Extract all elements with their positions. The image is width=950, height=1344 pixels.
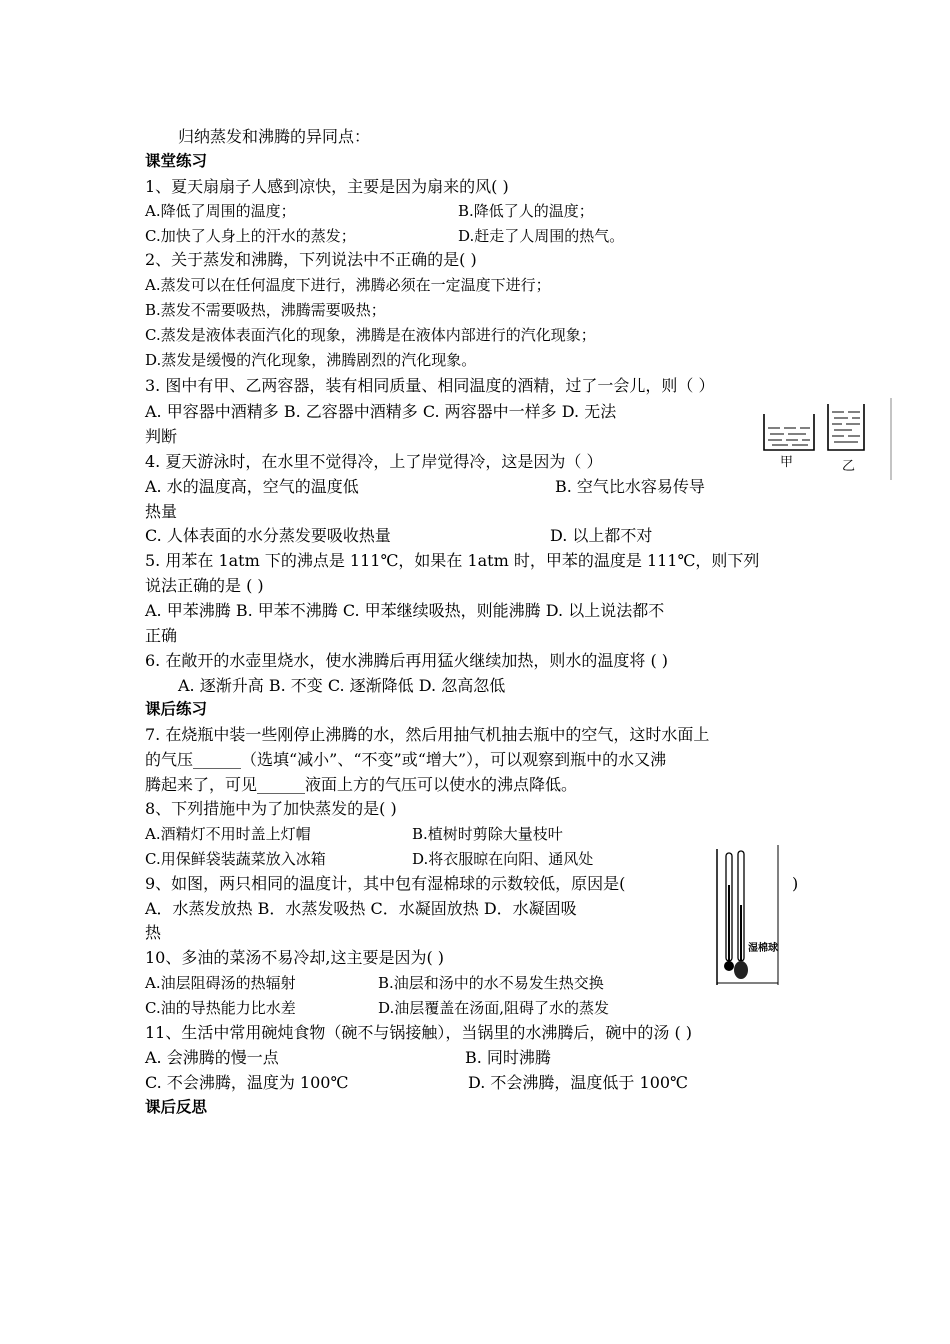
container-yi-label: 乙	[842, 459, 856, 474]
q9-stem: 9、如图，两只相同的温度计，其中包有湿棉球的示数较低，原因是(	[145, 874, 626, 893]
q8-option-d: D.将衣服晾在向阳、通风处	[412, 850, 594, 868]
q2-option-d: D.蒸发是缓慢的汽化现象，沸腾剧烈的汽化现象。	[145, 351, 477, 369]
q10-option-c: C.油的导热能力比水差	[145, 999, 296, 1017]
q3-options-wrap: 判断	[145, 427, 178, 446]
intro-text: 归纳蒸发和沸腾的异同点：	[178, 127, 371, 146]
q9-paren-close: )	[792, 874, 799, 893]
q10-option-b: B.油层和汤中的水不易发生热交换	[378, 974, 604, 992]
q3-options: A. 甲容器中酒精多 B. 乙容器中酒精多 C. 两容器中一样多 D. 无法	[145, 402, 617, 421]
q8-option-b: B.植树时剪除大量枝叶	[412, 825, 563, 843]
q3-containers-figure	[758, 398, 893, 480]
thermometer-dry-icon	[724, 853, 734, 971]
q1-option-b: B.降低了人的温度；	[458, 202, 594, 220]
q8-stem: 8、下列措施中为了加快蒸发的是( )	[145, 799, 397, 818]
section-after-class: 课后练习	[145, 700, 208, 718]
q2-option-a: A.蒸发可以在任何温度下进行，沸腾必须在一定温度下进行；	[145, 276, 551, 294]
q6-options: A. 逐渐升高 B. 不变 C. 逐渐降低 D. 忽高忽低	[178, 676, 506, 695]
q4-option-b-wrap: 热量	[145, 502, 178, 521]
container-jia-icon	[764, 414, 814, 450]
q11-option-b: B. 同时沸腾	[465, 1048, 551, 1067]
q10-stem: 10、多油的菜汤不易冷却,这主要是因为( )	[145, 948, 445, 967]
q4-option-d: D. 以上都不对	[550, 526, 653, 545]
wet-cotton-label: 湿棉球	[748, 943, 778, 954]
q11-stem: 11、生活中常用碗炖食物（碗不与锅接触），当锅里的水沸腾后，碗中的汤 ( )	[145, 1023, 693, 1042]
q2-stem: 2、关于蒸发和沸腾，下列说法中不正确的是( )	[145, 250, 477, 269]
q5-options-wrap: 正确	[145, 626, 178, 645]
q2-option-c: C.蒸发是液体表面汽化的现象，沸腾是在液体内部进行的汽化现象；	[145, 326, 596, 344]
q3-stem: 3. 图中有甲、乙两容器，装有相同质量、相同温度的酒精，过了一会儿，则（ ）	[145, 376, 715, 395]
q9-options: A．水蒸发放热 B．水蒸发吸热 C．水凝固放热 D．水凝固吸	[145, 899, 577, 918]
q5-options: A. 甲苯沸腾 B. 甲苯不沸腾 C. 甲苯继续吸热，则能沸腾 D. 以上说法都不	[145, 601, 665, 620]
q11-option-d: D. 不会沸腾，温度低于 100℃	[468, 1073, 688, 1092]
container-jia-label: 甲	[780, 455, 794, 470]
section-in-class: 课堂练习	[145, 152, 208, 170]
q2-option-b: B.蒸发不需要吸热，沸腾需要吸热；	[145, 301, 386, 319]
container-yi-icon	[828, 404, 864, 450]
q6-stem: 6. 在敞开的水壶里烧水，使水沸腾后再用猛火继续加热，则水的温度将 ( )	[145, 651, 669, 670]
q11-option-a: A. 会沸腾的慢一点	[145, 1048, 279, 1067]
q4-option-a: A. 水的温度高，空气的温度低	[145, 477, 359, 496]
q7-line3: 腾起来了，可见______液面上方的气压可以使水的沸点降低。	[145, 775, 578, 794]
q7-line1: 7. 在烧瓶中装一些刚停止沸腾的水，然后用抽气机抽去瓶中的空气，这时水面上	[145, 725, 710, 744]
q5-stem: 5. 用苯在 1atm 下的沸点是 111℃，如果在 1atm 时，甲苯的温度是 111℃，则下列	[145, 551, 760, 570]
q9-thermometers-figure	[716, 845, 782, 985]
q1-option-d: D.赶走了人周围的热气。	[458, 227, 625, 245]
q4-option-b: B. 空气比水容易传导	[555, 477, 705, 496]
q8-option-a: A.酒精灯不用时盖上灯帽	[145, 825, 311, 843]
q4-option-c: C. 人体表面的水分蒸发要吸收热量	[145, 526, 391, 545]
q8-option-c: C.用保鲜袋装蔬菜放入冰箱	[145, 850, 326, 868]
q9-options-wrap: 热	[145, 923, 162, 942]
q11-option-c: C. 不会沸腾，温度为 100℃	[145, 1073, 349, 1092]
q10-option-a: A.油层阻碍汤的热辐射	[145, 974, 296, 992]
q7-line2: 的气压______（选填“减小”、“不变”或“增大”），可以观察到瓶中的水又沸	[145, 750, 667, 769]
q1-option-c: C.加快了人身上的汗水的蒸发；	[145, 227, 356, 245]
q5-stem-line2: 说法正确的是 ( )	[145, 576, 264, 595]
q10-option-d: D.油层覆盖在汤面,阻碍了水的蒸发	[378, 999, 610, 1017]
section-reflection: 课后反思	[145, 1098, 208, 1116]
q4-stem: 4. 夏天游泳时，在水里不觉得冷，上了岸觉得冷，这是因为（ ）	[145, 452, 603, 471]
q1-option-a: A.降低了周围的温度；	[145, 202, 296, 220]
thermometer-wet-icon	[734, 851, 748, 979]
q1-stem: 1、夏天扇扇子人感到凉快，主要是因为扇来的风( )	[145, 177, 509, 196]
